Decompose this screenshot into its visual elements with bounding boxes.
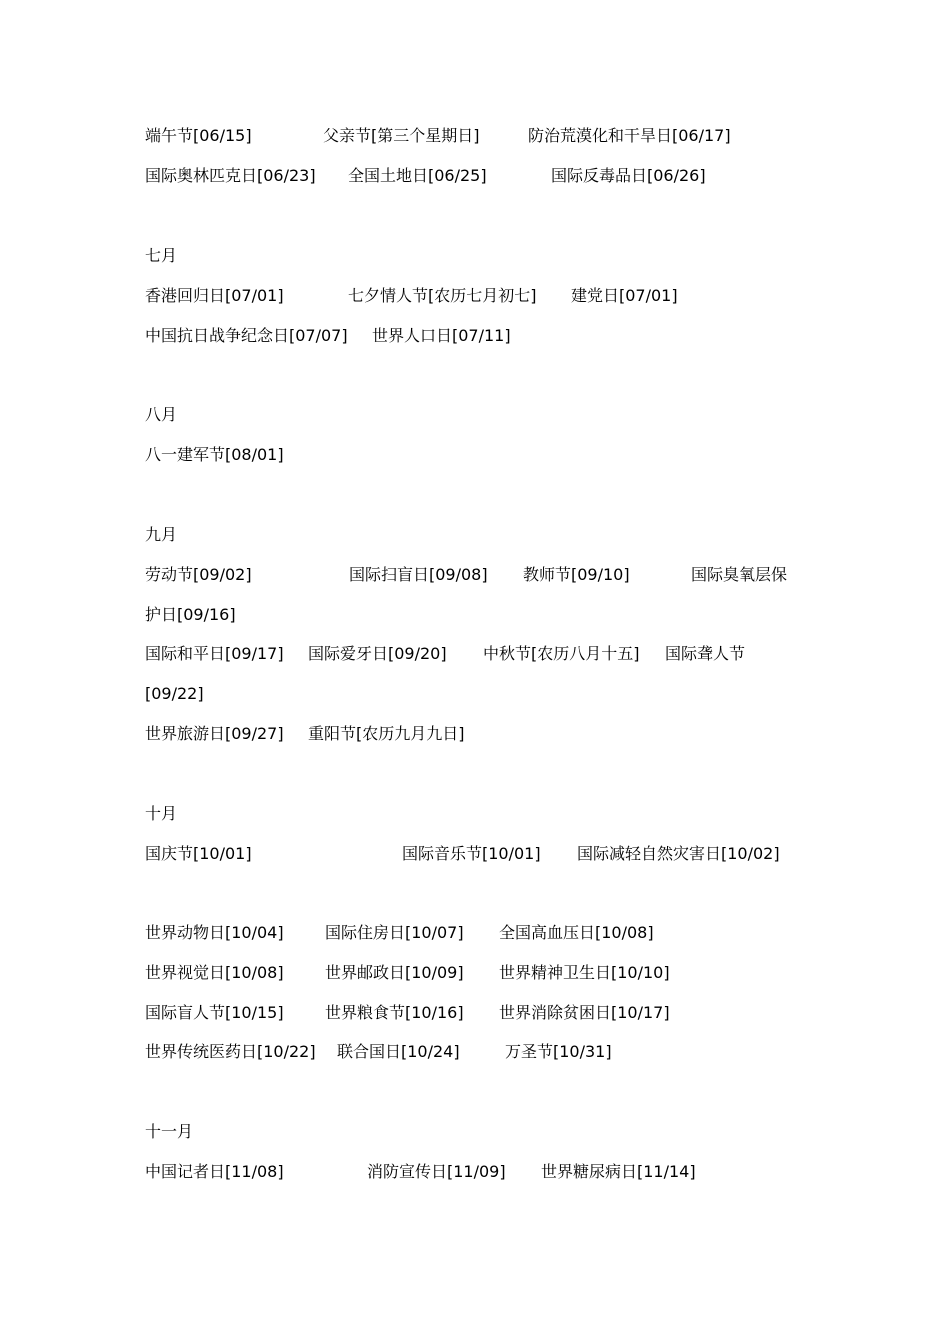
holiday-entry: [09/22] [145,684,204,703]
holiday-entry: 国际音乐节[10/01] [402,844,541,863]
holiday-entry: 世界消除贫困日[10/17] [499,1003,670,1022]
holiday-entry: 国际减轻自然灾害日[10/02] [577,844,780,863]
holiday-entry: 世界动物日[10/04] [145,923,284,942]
holiday-entry: 八一建军节[08/01] [145,445,284,464]
holiday-entry: 建党日[07/01] [571,286,678,305]
holiday-entry: 消防宣传日[11/09] [367,1162,506,1181]
holiday-entry: 防治荒漠化和干旱日[06/17] [528,126,731,145]
holiday-entry: 世界传统医药日[10/22] [145,1042,316,1061]
holiday-entry: 国际反毒品日[06/26] [551,166,706,185]
holiday-entry: 世界粮食节[10/16] [325,1003,464,1022]
holiday-entry: 联合国日[10/24] [337,1042,460,1061]
holiday-entry: 香港回归日[07/01] [145,286,284,305]
holiday-entry: 国际聋人节 [665,644,746,663]
holiday-entry: 全国土地日[06/25] [348,166,487,185]
holiday-entry: 七夕情人节[农历七月初七] [348,286,537,305]
month-heading-text: 八月 [145,405,178,424]
holiday-entry: 全国高血压日[10/08] [499,923,654,942]
holiday-entry: 世界旅游日[09/27] [145,724,284,743]
holiday-entry: 国际和平日[09/17] [145,644,284,663]
holiday-entry: 世界邮政日[10/09] [325,963,464,982]
holiday-entry: 国际臭氧层保 [691,565,788,584]
holiday-entry: 教师节[09/10] [523,565,630,584]
month-heading-text: 九月 [145,525,178,544]
holiday-entry: 国际盲人节[10/15] [145,1003,284,1022]
holiday-entry: 端午节[06/15] [145,126,252,145]
holiday-entry: 中秋节[农历八月十五] [483,644,640,663]
holiday-entry: 国庆节[10/01] [145,844,252,863]
holiday-entry: 国际扫盲日[09/08] [349,565,488,584]
month-heading-text: 七月 [145,246,178,265]
holiday-entry: 护日[09/16] [145,605,236,624]
holiday-entry: 中国记者日[11/08] [145,1162,284,1181]
month-heading-text: 十月 [145,804,178,823]
holiday-entry: 世界精神卫生日[10/10] [499,963,670,982]
holiday-entry: 万圣节[10/31] [505,1042,612,1061]
holiday-entry: 重阳节[农历九月九日] [308,724,465,743]
holiday-entry: 劳动节[09/02] [145,565,252,584]
holiday-entry: 中国抗日战争纪念日[07/07] [145,326,348,345]
holiday-entry: 世界糖尿病日[11/14] [541,1162,696,1181]
holiday-entry: 国际住房日[10/07] [325,923,464,942]
holiday-entry: 国际奥林匹克日[06/23] [145,166,316,185]
holiday-entry: 世界人口日[07/11] [372,326,511,345]
month-heading-text: 十一月 [145,1122,194,1141]
holiday-entry: 父亲节[第三个星期日] [323,126,480,145]
holiday-entry: 国际爱牙日[09/20] [308,644,447,663]
holiday-entry: 世界视觉日[10/08] [145,963,284,982]
